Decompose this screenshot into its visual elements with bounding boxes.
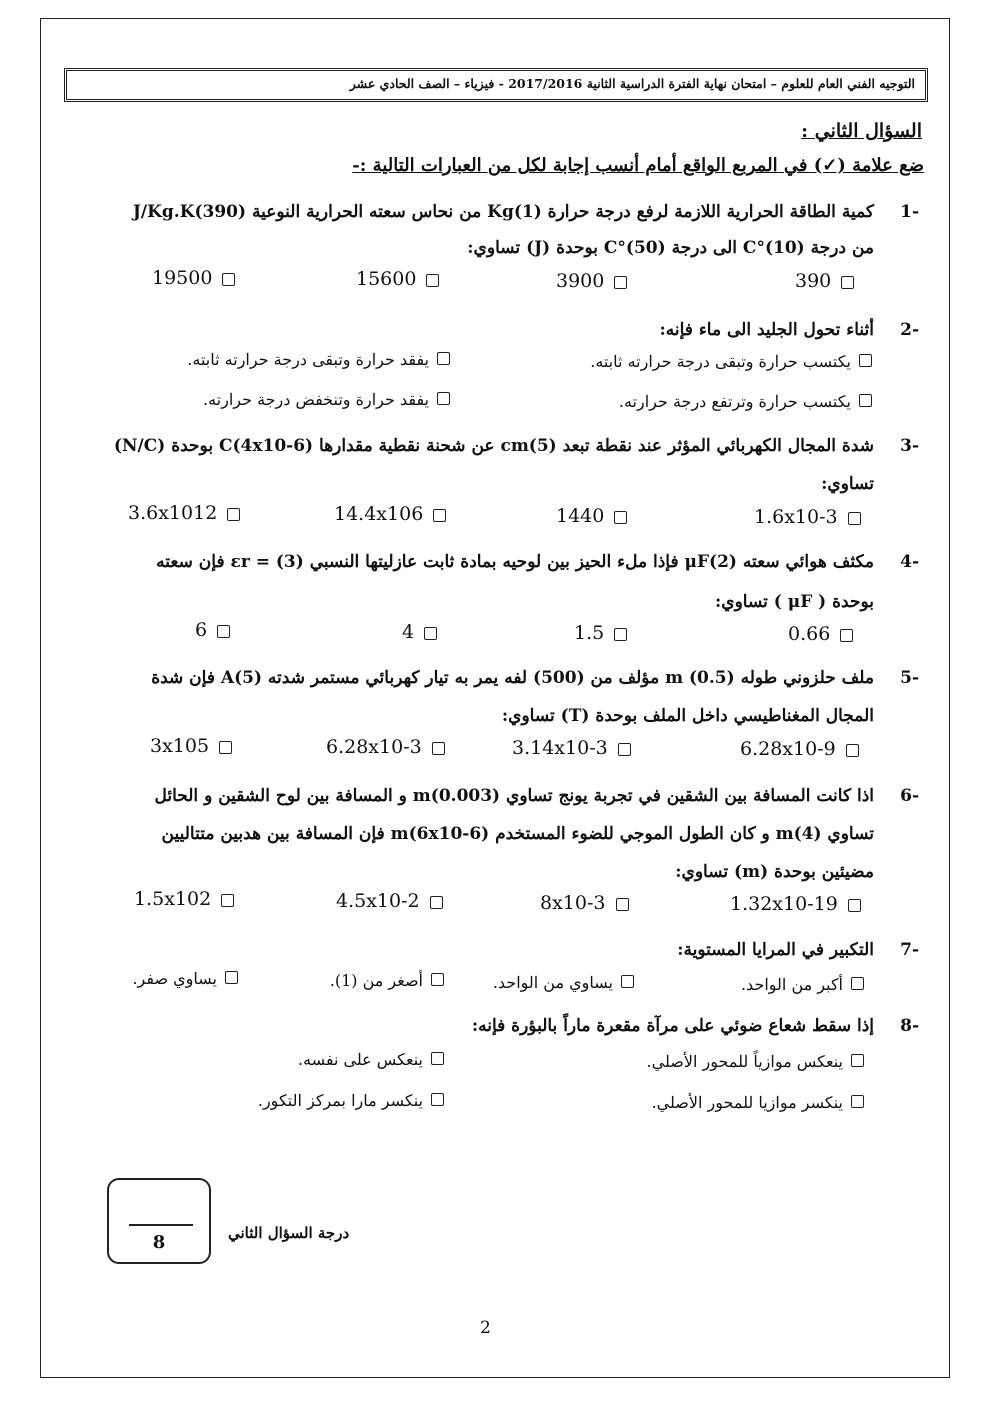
q2-option-4[interactable] [203,390,450,409]
q2-option-4-text: يفقد حرارة وتنخفض درجة حرارته. [202,390,429,409]
q6-option-4[interactable] [134,888,234,910]
question-6-line-1: اذا كانت المسافة بين الشقين في تجربة يونج تساوي m(0.003) و المسافة بين لوح الشقين و الحائل [154,786,874,806]
page-number: 2 [480,1318,491,1338]
question-4-number: 4- [900,552,919,572]
question-7-number: 7- [900,940,919,960]
checkbox-icon[interactable] [430,896,443,909]
q8-option-2-text: ينعكس على نفسه. [297,1050,423,1069]
checkbox-icon[interactable] [841,276,854,289]
checkbox-icon[interactable] [424,627,437,640]
question-8-line-1: إذا سقط شعاع ضوئي على مرآة مقعرة ماراً بالبؤرة فإنه: [471,1016,874,1036]
checkbox-icon[interactable] [432,742,445,755]
q8-option-1-text: ينعكس موازياً للمحور الأصلي. [646,1052,843,1071]
checkbox-icon[interactable] [614,511,627,524]
q3-option-4[interactable] [128,502,240,524]
q5-option-3[interactable] [326,736,445,758]
question-5-line-2: المجال المغناطيسي داخل الملف بوحدة (T) تساوي: [501,706,874,726]
q7-option-1-text: أكبر من الواحد. [740,975,843,994]
q5-option-4-text: 3x105 [150,735,210,757]
q2-option-3-text: يكتسب حرارة وترتفع درجة حرارته. [618,392,851,411]
question-3-number: 3- [900,436,919,456]
question-3-line-2: تساوي: [821,474,874,494]
q8-option-4-text: ينكسر مارا بمركز التكور. [257,1091,423,1110]
q7-option-4[interactable] [132,969,238,988]
question-1-line-1: كمية الطاقة الحرارية اللازمة لرفع درجة حرارة Kg(1) من نحاس سعته الحرارية النوعية J/Kg.K(390) [132,202,874,222]
q3-option-2[interactable] [556,505,627,527]
checkbox-icon[interactable] [851,1095,864,1108]
q2-option-1[interactable] [590,352,872,371]
question-2-number: 2- [900,320,919,340]
q7-option-1[interactable] [741,975,864,994]
checkbox-icon[interactable] [859,394,872,407]
q2-option-2-text: يفقد حرارة وتبقى درجة حرارته ثابته. [187,350,429,369]
checkbox-icon[interactable] [621,975,634,988]
q1-option-3[interactable] [356,268,439,290]
question-7-line-1: التكبير في المرايا المستوية: [677,940,874,960]
q4-option-2-text: 1.5 [574,622,605,644]
q3-option-1-text: 1.6x10-3 [754,506,838,528]
checkbox-icon[interactable] [848,899,861,912]
section-title: السؤال الثاني : [801,120,922,142]
checkbox-icon[interactable] [614,276,627,289]
question-5-number: 5- [900,668,919,688]
q6-option-4-text: 1.5x102 [134,888,212,910]
checkbox-icon[interactable] [217,625,230,638]
q4-option-1[interactable] [788,623,853,645]
q3-option-1[interactable] [754,506,861,528]
instruction: ضع علامة (✓) في المربع الواقع أمام أنسب إجابة لكل من العبارات التالية :- [352,155,924,176]
q1-option-1-text: 390 [795,270,832,292]
q1-option-4[interactable] [152,267,235,289]
checkbox-icon[interactable] [614,628,627,641]
q3-option-4-text: 3.6x1012 [128,502,218,524]
q5-option-2[interactable] [512,737,631,759]
q4-option-1-text: 0.66 [788,623,831,645]
q7-option-4-text: يساوي صفر. [132,969,217,988]
checkbox-icon[interactable] [840,629,853,642]
exam-header-text: التوجيه الفني العام للعلوم – امتحان نهاية الفترة الدراسية الثانية 2017/2016 - فيزياء – الصف الحادي عشر [349,76,915,91]
question-2-line-1: أثناء تحول الجليد الى ماء فإنه: [659,320,874,340]
q6-option-1-text: 1.32x10-19 [730,893,838,915]
question-1-number: 1- [900,202,919,222]
q8-option-2[interactable] [298,1050,444,1069]
q1-option-1[interactable] [795,270,854,292]
checkbox-icon[interactable] [431,973,444,986]
grade-value: 8 [152,1232,166,1253]
q5-option-1[interactable] [740,738,859,760]
question-8-number: 8- [900,1016,919,1036]
checkbox-icon[interactable] [433,509,446,522]
q5-option-2-text: 3.14x10-3 [512,737,608,759]
grade-box [107,1178,211,1264]
question-3-line-1: شدة المجال الكهربائي المؤثر عند نقطة تبعد cm(5) عن شحنة نقطية مقدارها C(4x10-6) بوحدة (N/C) [113,436,874,456]
q1-option-4-text: 19500 [152,267,213,289]
q7-option-2[interactable] [493,973,634,992]
q7-option-3-text: أصغر من (1). [329,971,423,990]
q4-option-4-text: 6 [195,619,208,641]
q2-option-2[interactable] [187,350,450,369]
q8-option-1[interactable] [647,1052,864,1071]
q7-option-3[interactable] [330,971,444,990]
q1-option-2-text: 3900 [556,270,605,292]
q2-option-3[interactable] [619,392,872,411]
checkbox-icon[interactable] [846,744,859,757]
checkbox-icon[interactable] [227,508,240,521]
q5-option-1-text: 6.28x10-9 [740,738,836,760]
checkbox-icon[interactable] [426,274,439,287]
q6-option-3[interactable] [336,890,443,912]
q3-option-2-text: 1440 [556,505,605,527]
question-5-line-1: ملف حلزوني طوله m (0.5) مؤلف من (500) لفه يمر به تيار كهربائي مستمر شدته A(5) فإن شدة [151,668,874,688]
question-6-number: 6- [900,786,919,806]
q6-option-3-text: 4.5x10-2 [336,890,420,912]
question-6-line-2: تساوي m(4) و كان الطول الموجي للضوء المستخدم m(6x10-6) فإن المسافة بين هدبين متتاليين [161,824,874,844]
checkbox-icon[interactable] [848,512,861,525]
checkbox-icon[interactable] [222,273,235,286]
checkbox-icon[interactable] [431,1052,444,1065]
checkbox-icon[interactable] [437,352,450,365]
q1-option-2[interactable] [556,270,627,292]
q3-option-3-text: 14.4x106 [334,503,424,525]
q4-option-3-text: 4 [402,621,415,643]
checkbox-icon[interactable] [437,392,450,405]
q8-option-4[interactable] [258,1091,444,1110]
question-4-line-1: مكثف هوائي سعته μF(2) فإذا ملء الحيز بين لوحيه بمادة ثابت عازليتها النسبي (3) = εr فإن سعته [156,552,874,572]
page-border [40,18,950,1378]
q3-option-3[interactable] [334,503,446,525]
q4-option-2[interactable] [574,622,627,644]
q6-option-2-text: 8x10-3 [540,892,606,914]
grade-label: درجة السؤال الثاني [228,1224,350,1242]
q6-option-2[interactable] [540,892,629,914]
q7-option-2-text: يساوي من الواحد. [492,973,613,992]
checkbox-icon[interactable] [859,354,872,367]
checkbox-icon[interactable] [618,743,631,756]
q1-option-3-text: 15600 [356,268,417,290]
checkbox-icon[interactable] [431,1093,444,1106]
checkbox-icon[interactable] [221,894,234,907]
q5-option-3-text: 6.28x10-3 [326,736,422,758]
checkbox-icon[interactable] [851,977,864,990]
checkbox-icon[interactable] [225,971,238,984]
exam-header [64,68,928,102]
question-6-line-3: مضيئين بوحدة (m) تساوي: [675,862,874,882]
grade-divider [129,1224,193,1226]
q4-option-3[interactable] [402,621,437,643]
q8-option-3[interactable] [652,1093,864,1112]
question-1-line-2: من درجة C°(10) الى درجة C°(50) بوحدة (J) تساوي: [467,238,874,258]
checkbox-icon[interactable] [616,898,629,911]
checkbox-icon[interactable] [219,741,232,754]
q5-option-4[interactable] [150,735,232,757]
q2-option-1-text: يكتسب حرارة وتبقى درجة حرارته ثابته. [590,352,851,371]
q4-option-4[interactable] [195,619,230,641]
q8-option-3-text: ينكسر موازيا للمحور الأصلي. [651,1093,843,1112]
question-4-line-2: بوحدة ( μF ) تساوي: [715,592,874,612]
q6-option-1[interactable] [730,893,861,915]
checkbox-icon[interactable] [851,1054,864,1067]
